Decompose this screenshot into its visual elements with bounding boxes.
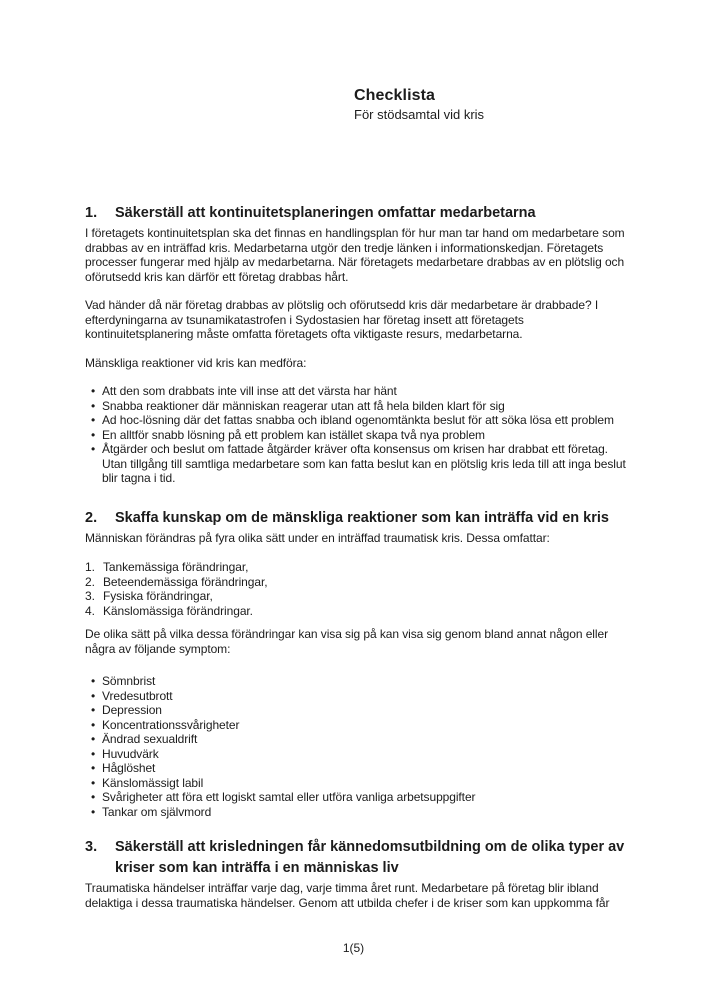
document-header [354, 86, 484, 123]
list-item-text: Tankar om självmord [102, 804, 212, 819]
list-item [85, 805, 632, 820]
bullet-icon: • [91, 746, 96, 761]
section-3-title: Säkerställ att krisledningen får kännedomsutbildning om de olika typer av kriser som kan inträffa i en människas liv [115, 839, 625, 876]
list-item [85, 776, 632, 791]
document-body [85, 203, 632, 924]
bullet-icon: • [91, 398, 96, 413]
list-item-text: Koncentrationssvårigheter [102, 717, 240, 732]
section-1-title: Säkerställ att kontinuitetsplaneringen omfattar medarbetarna [115, 205, 536, 221]
list-number: 1. [85, 560, 95, 574]
bullet-icon: • [91, 703, 96, 717]
bullet-icon: • [91, 413, 96, 427]
list-item [85, 674, 632, 689]
list-item [85, 689, 632, 704]
list-item [85, 399, 632, 414]
section-1 [85, 203, 632, 486]
list-item-text: Sömnbrist [102, 674, 156, 688]
section-1-number: 1. [85, 205, 98, 221]
paragraph: I företagets kontinuitetsplan ska det finnas en handlingsplan för hur man tar hand om medarbetare som drabbas av en inträffad kris. Medarbetarna utgör den tredje länken i informationskedjan. Företagets processer fungerar med hjälp av medarbetarna. När företagets medarbetare drabbas av en plötslig och oförutsedd kris kan därför ett företag drabbas hårt. [85, 226, 625, 284]
numbered-list-item [85, 575, 632, 590]
bullet-icon: • [91, 804, 96, 819]
reaction-bullet-list [85, 384, 632, 486]
list-item-text: Ad hoc-lösning där det fattas snabba och ibland ogenomtänkta beslut för att söka lösa ett problem [102, 413, 614, 427]
numbered-list-item [85, 604, 632, 619]
paragraph: Människan förändras på fyra olika sätt under en inträffad traumatisk kris. Dessa omfattar: [85, 530, 550, 545]
document-subtitle: För stödsamtal vid kris [354, 107, 485, 122]
page-number: 1(5) [342, 941, 365, 955]
numbered-list-item [85, 560, 632, 575]
list-number: 3. [85, 589, 95, 603]
section-3-heading [85, 837, 632, 879]
list-item-text: Att den som drabbats inte vill inse att det värsta har hänt [102, 384, 397, 398]
list-item-text: Vredesutbrott [102, 688, 173, 703]
page-footer [0, 941, 707, 955]
bullet-icon: • [91, 775, 96, 790]
bullet-icon: • [91, 732, 96, 746]
paragraph: Mänskliga reaktioner vid kris kan medföra: [85, 355, 307, 370]
list-item-text: Åtgärder och beslut om fattade åtgärder kräver ofta konsensus om krisen har drabbat ett företag. Utan tillgång till samtliga medarbetare som kan fatta beslut kan en plötslig kris leda till att inga beslut blir tagna i tid. [102, 442, 626, 485]
paragraph: De olika sätt på vilka dessa förändringar kan visa sig på kan visa sig genom bland annat någon eller några av följande symptom: [85, 627, 608, 656]
document-title: Checklista [354, 87, 436, 104]
change-types-numbered-list [85, 560, 632, 618]
list-item-text: Fysiska förändringar, [103, 589, 213, 603]
list-item-text: Depression [102, 703, 162, 717]
section-1-heading [85, 203, 632, 224]
list-item [85, 413, 632, 428]
list-item-text: Ändrad sexualdrift [102, 732, 198, 746]
bullet-icon: • [91, 674, 96, 688]
paragraph: Traumatiska händelser inträffar varje dag, varje timma året runt. Medarbetare på företag blir ibland delaktiga i dessa traumatiska händelser. Genom att utbilda chefer i de kriser som kan uppkomma får [85, 881, 610, 910]
list-item-text: En alltför snabb lösning på ett problem kan istället skapa två nya problem [102, 427, 485, 442]
bullet-icon: • [91, 384, 96, 398]
list-item [85, 428, 632, 443]
list-item-text: Känslomässigt labil [102, 775, 204, 790]
list-item-text: Håglöshet [102, 761, 156, 775]
bullet-icon: • [91, 761, 96, 775]
paragraph: Vad händer då när företag drabbas av plötslig och oförutsedd kris där medarbetare är drabbade? I efterdyningarna av tsunamikatastrofen i Sydostasien har företag insett att företagets kontinuitetsplanering måste omfatta företagets ofta viktigaste resurs, medarbetarna. [85, 298, 599, 341]
list-item [85, 384, 632, 399]
list-number: 2. [85, 574, 95, 589]
list-item-text: Känslomässiga förändringar. [103, 603, 253, 618]
bullet-icon: • [91, 688, 96, 703]
list-item [85, 747, 632, 762]
list-item-text: Beteendemässiga förändringar, [103, 574, 268, 589]
section-3 [85, 837, 632, 910]
section-2-number: 2. [85, 509, 98, 526]
numbered-list-item [85, 589, 632, 604]
list-item [85, 761, 632, 776]
symptom-bullet-list [85, 674, 632, 819]
list-item-text: Snabba reaktioner där människan reagerar utan att få hela bilden klart för sig [102, 398, 505, 413]
list-number: 4. [85, 603, 95, 618]
bullet-icon: • [91, 427, 96, 442]
list-item [85, 718, 632, 733]
section-2-title: Skaffa kunskap om de mänskliga reaktioner som kan inträffa vid en kris [115, 509, 609, 526]
list-item-text: Huvudvärk [102, 746, 159, 761]
section-2-heading [85, 508, 632, 529]
list-item [85, 732, 632, 747]
bullet-icon: • [91, 717, 96, 732]
list-item [85, 703, 632, 718]
bullet-icon: • [91, 442, 96, 456]
list-item [85, 442, 632, 486]
list-item-text: Svårigheter att föra ett logiskt samtal eller utföra vanliga arbetsuppgifter [102, 790, 476, 804]
section-3-number: 3. [85, 839, 98, 855]
list-item-text: Tankemässiga förändringar, [103, 560, 249, 574]
bullet-icon: • [91, 790, 96, 804]
section-2 [85, 508, 632, 820]
list-item [85, 790, 632, 805]
